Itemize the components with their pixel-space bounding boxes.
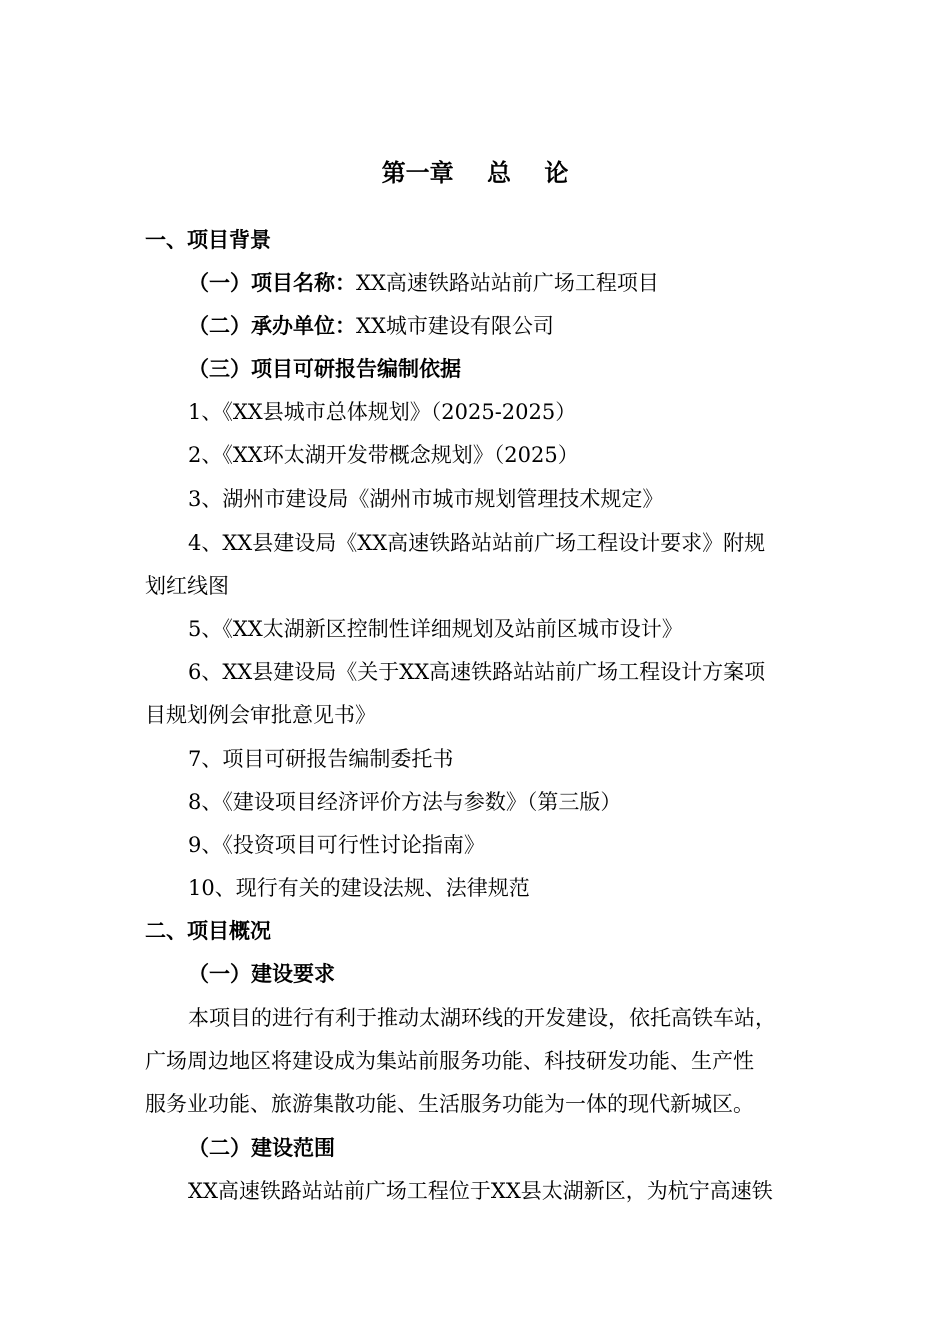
basis-item: 7、项目可研报告编制委托书 xyxy=(188,747,454,771)
paragraph-line: XX高速铁路站站前广场工程位于XX县太湖新区，为杭宁高速铁 xyxy=(188,1179,773,1203)
subheading-scope xyxy=(188,1133,335,1163)
basis-item-continuation: 划红线图 xyxy=(145,574,229,598)
basis-item: 3、湖州市建设局《湖州市城市规划管理技术规定》 xyxy=(188,487,664,511)
subheading-scope-text: （二）建设范围 xyxy=(188,1135,335,1160)
basis-item: 1、《XX县城市总体规划》（2025-2025） xyxy=(188,400,577,424)
chapter-title: 第一章 总 论 xyxy=(381,158,569,187)
organizer-value: XX城市建设有限公司 xyxy=(356,314,554,338)
basis-item: 5、《XX太湖新区控制性详细规划及站前区城市设计》 xyxy=(188,617,683,641)
basis-item: 2、《XX环太湖开发带概念规划》（2025） xyxy=(188,443,579,467)
basis-item-continuation: 目规划例会审批意见书》 xyxy=(145,703,376,727)
paragraph-line: 服务业功能、旅游集散功能、生活服务功能为一体的现代新城区。 xyxy=(145,1092,754,1116)
organizer-line xyxy=(188,311,554,341)
organizer-label: （二）承办单位： xyxy=(188,313,356,338)
basis-item: 6、XX县建设局《关于XX高速铁路站站前广场工程设计方案项 xyxy=(188,660,766,684)
section-heading-overview: 二、项目概况 xyxy=(145,918,271,943)
paragraph-line: 本项目的进行有利于推动太湖环线的开发建设，依托高铁车站， xyxy=(188,1006,776,1030)
basis-item: 4、XX县建设局《XX高速铁路站站前广场工程设计要求》附规 xyxy=(188,531,766,555)
basis-item: 8、《建设项目经济评价方法与参数》（第三版） xyxy=(188,790,622,814)
project-name-value: XX高速铁路站站前广场工程项目 xyxy=(356,271,659,295)
basis-item: 9、《投资项目可行性讨论指南》 xyxy=(188,833,485,857)
paragraph-line: 广场周边地区将建设成为集站前服务功能、科技研发功能、生产性 xyxy=(145,1049,754,1073)
basis-heading: （三）项目可研报告编制依据 xyxy=(188,356,461,381)
project-name-line xyxy=(188,268,659,298)
project-name-label: （一）项目名称： xyxy=(188,270,356,295)
subheading-requirements: （一）建设要求 xyxy=(188,961,335,986)
section-heading-background: 一、项目背景 xyxy=(145,227,271,252)
basis-item: 10、现行有关的建设法规、法律规范 xyxy=(188,876,530,900)
